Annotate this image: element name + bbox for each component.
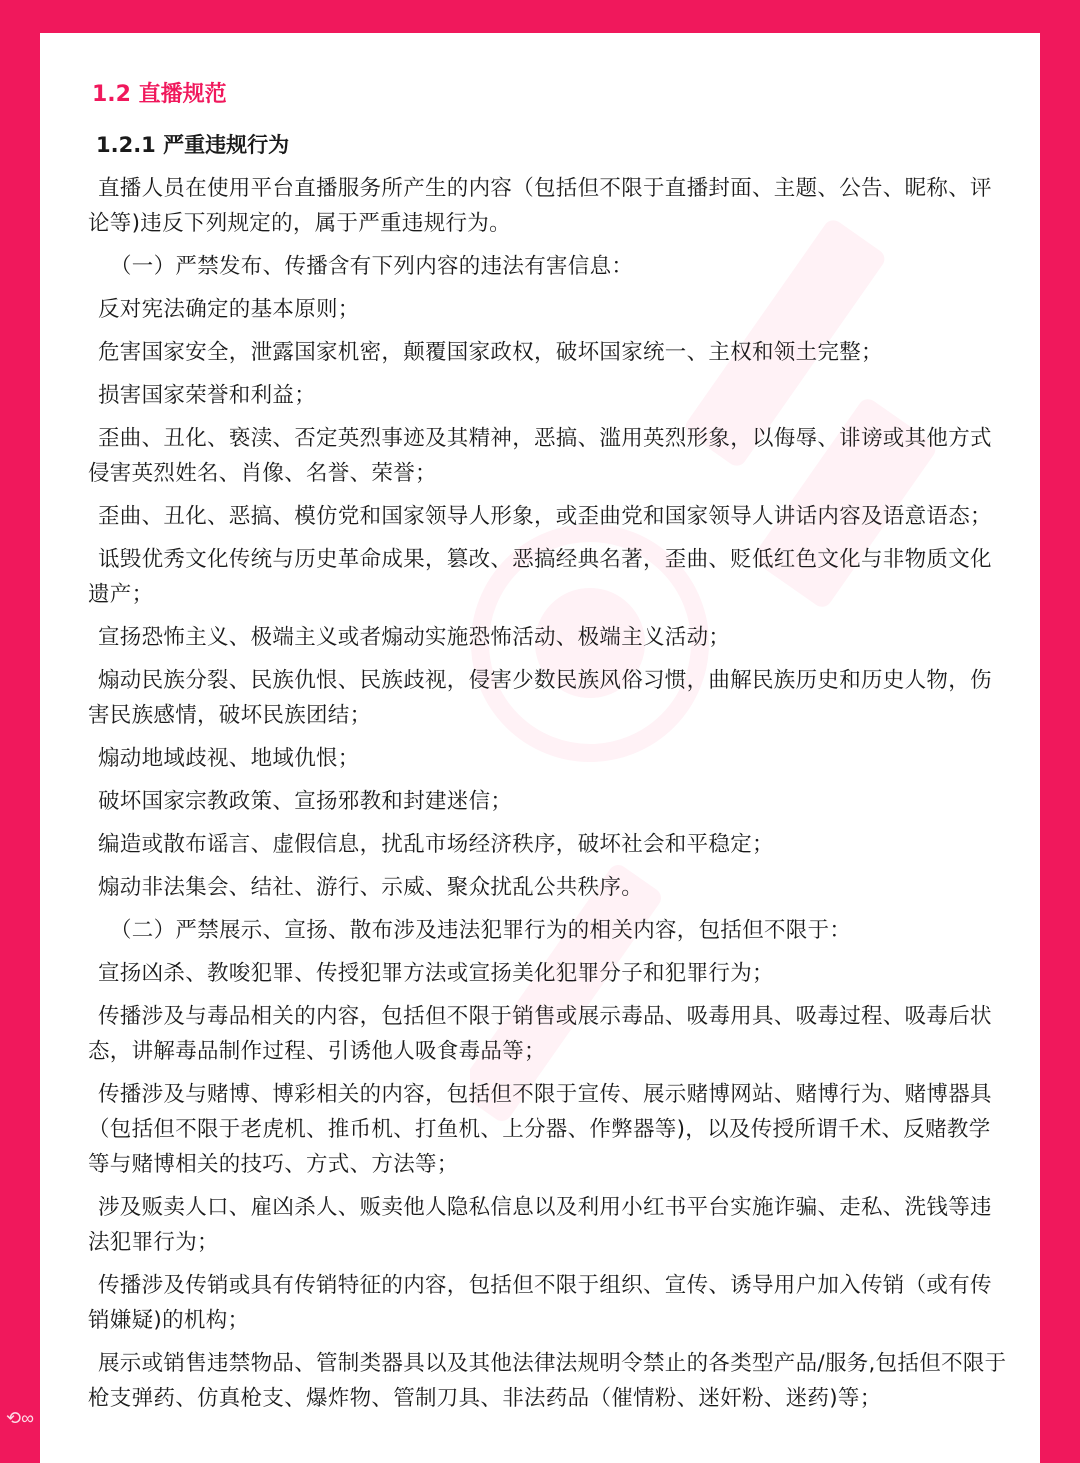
paragraph: 传播涉及与毒品相关的内容，包括但不限于销售或展示毒品、吸毒用具、吸毒过程、吸毒后状态，讲解毒品制作过程、引诱他人吸食毒品等； [88, 1004, 992, 1064]
paragraph: 展示或销售违禁物品、管制类器具以及其他法律法规明令禁止的各类型产品/服务,包括但不限于枪支弹药、仿真枪支、爆炸物、管制刀具、非法药品（催情粉、迷奸粉、迷药)等； [88, 1351, 1007, 1411]
paragraph: 危害国家安全，泄露国家机密，颠覆国家政权，破坏国家统一、主权和领土完整； [98, 340, 883, 365]
paragraph: 反对宪法确定的基本原则； [98, 297, 360, 322]
document-page [40, 33, 1040, 1463]
paragraph: 诋毁优秀文化传统与历史革命成果，篡改、恶搞经典名著，歪曲、贬低红色文化与非物质文化遗产； [88, 547, 992, 607]
paragraph: 传播涉及与赌博、博彩相关的内容，包括但不限于宣传、展示赌博网站、赌博行为、赌博器具（包括但不限于老虎机、推币机、打鱼机、上分器、作弊器等)，以及传授所谓千术、反赌教学等与赌博相关的技巧、方式、方法等； [88, 1082, 992, 1177]
paragraph: 宣扬凶杀、教唆犯罪、传授犯罪方法或宣扬美化犯罪分子和犯罪行为； [98, 961, 774, 986]
paragraph: 煽动非法集会、结社、游行、示威、聚众扰乱公共秩序。 [98, 875, 644, 900]
paragraph: 编造或散布谣言、虚假信息，扰乱市场经济秩序，破坏社会和平稳定； [98, 832, 774, 857]
paragraph-list [88, 171, 1008, 1416]
paragraph: 涉及贩卖人口、雇凶杀人、贩卖他人隐私信息以及利用小红书平台实施诈骗、走私、洗钱等违法犯罪行为； [88, 1195, 992, 1255]
clause-heading: （一）严禁发布、传播含有下列内容的违法有害信息： [110, 254, 634, 279]
subsection-title: 1.2.1 严重违规行为 [96, 133, 290, 157]
paragraph: 宣扬恐怖主义、极端主义或者煽动实施恐怖活动、极端主义活动； [98, 625, 731, 650]
paragraph: 传播涉及传销或具有传销特征的内容，包括但不限于组织、宣传、诱导用户加入传销（或有传销嫌疑)的机构； [88, 1273, 992, 1333]
section-title: 1.2 直播规范 [92, 82, 227, 107]
paragraph: 煽动地域歧视、地域仇恨； [98, 746, 360, 771]
paragraph: 歪曲、丑化、亵渎、否定英烈事迹及其精神，恶搞、滥用英烈形象，以侮辱、诽谤或其他方式侵害英烈姓名、肖像、名誉、荣誉； [88, 426, 992, 486]
corner-watermark-icon: ⟲∞ [6, 1408, 34, 1428]
clause-heading: （二）严禁展示、宣扬、散布涉及违法犯罪行为的相关内容，包括但不限于： [110, 918, 852, 943]
document-content [88, 77, 1008, 1424]
paragraph: 损害国家荣誉和利益； [98, 383, 317, 408]
paragraph: 破坏国家宗教政策、宣扬邪教和封建迷信； [98, 789, 513, 814]
paragraph: 直播人员在使用平台直播服务所产生的内容（包括但不限于直播封面、主题、公告、昵称、评论等)违反下列规定的，属于严重违规行为。 [88, 176, 992, 236]
paragraph: 歪曲、丑化、恶搞、模仿党和国家领导人形象，或歪曲党和国家领导人讲话内容及语意语态； [98, 504, 992, 529]
paragraph: 煽动民族分裂、民族仇恨、民族歧视，侵害少数民族风俗习惯，曲解民族历史和历史人物，伤害民族感情，破坏民族团结； [88, 668, 992, 728]
